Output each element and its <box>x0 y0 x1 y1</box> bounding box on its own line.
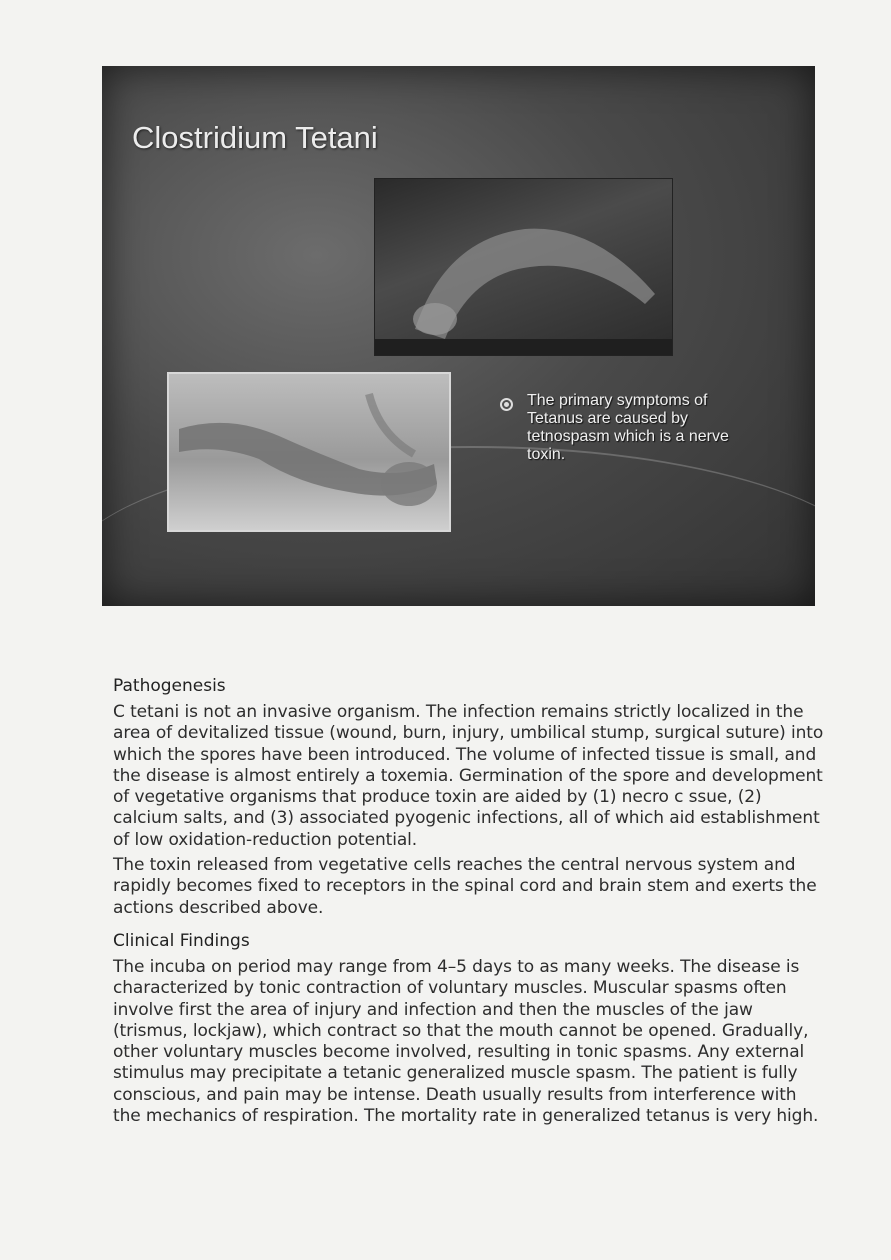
bullet-icon <box>500 398 513 411</box>
slide-bullet <box>500 392 740 464</box>
slide-image <box>102 66 815 606</box>
document-body <box>113 676 825 1131</box>
slide-bullet-text: The primary symptoms of Tetanus are caused by tetnospasm which is a nerve toxin. <box>527 392 729 463</box>
infant-tetanus-photo <box>167 372 451 532</box>
infant-figure <box>169 374 449 530</box>
section-heading-pathogenesis: Pathogenesis <box>113 676 226 696</box>
opisthotonus-figure <box>375 179 672 355</box>
opisthotonus-photo <box>374 178 673 356</box>
section-heading-clinical-findings: Clinical Findings <box>113 930 250 951</box>
slide-title: Clostridium Tetani <box>132 120 378 155</box>
clinical-findings-paragraph: The incuba on period may range from 4–5 days to as many weeks. The disease is characterized by tonic contraction of voluntary muscles. Muscular spasms often involve first the area of injury and infection and then the muscles of the jaw (trismus, lockjaw), which contract so that the mouth cannot be opened. Gradually, other voluntary muscles become involved, resulting in tonic spasms. Any external stimulus may precipitate a tetanic generalized muscle spasm. The patient is fully conscious, and pain may be intense. Death usually results from interference with the mechanics of respiration. The mortality rate in generalized tetanus is very high. <box>113 956 819 1127</box>
pathogenesis-paragraph-1: C tetani is not an invasive organism. The infection remains strictly localized in the area of devitalized tissue (wound, burn, injury, umbilical stump, surgical suture) into which the spores have been introduced. The volume of infected tissue is small, and the disease is almost entirely a toxemia. Germination of the spore and development of vegetative organisms that produce toxin are aided by (1) necro c ssue, (2) calcium salts, and (3) associated pyogenic infections, all of which aid establishment of low oxidation-reduction potential. <box>113 702 824 850</box>
pathogenesis-paragraph-2: The toxin released from vegetative cells reaches the central nervous system and rapidly becomes fixed to receptors in the spinal cord and brain stem and exerts the actions described above. <box>113 855 817 918</box>
